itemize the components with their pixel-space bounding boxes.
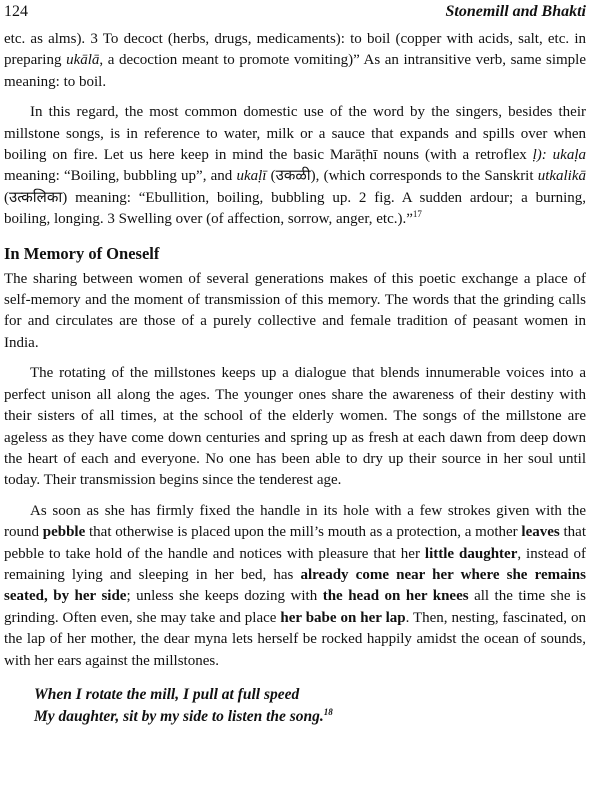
paragraph-sharing: The sharing between women of several generations makes of this poetic exchange a place of self-memory and the moment of transmission of this memory. The words that the grinding calls for and circulates are those of a purely collective and female tradition of peasant women in India. bbox=[4, 270, 586, 351]
page-header bbox=[4, 0, 586, 29]
song-verse bbox=[4, 684, 586, 728]
paragraph-continued: etc. as alms). 3 To decoct (herbs, drugs, medicaments): to boil (copper with acids, salt, etc. in preparing ukālā, a decoction meant to promote vomiting)” As an intransitive verb, same simple meaning: to boil. bbox=[4, 31, 586, 90]
term-ukala: ukālā bbox=[66, 52, 100, 69]
verse-line: When I rotate the mill, I pull at full speed bbox=[34, 685, 300, 703]
footnote-ref: 18 bbox=[323, 706, 333, 717]
paragraph-rotating: The rotating of the millstones keeps up a dialogue that blends innumerable voices into a perfect unison all along the ages. The younger ones share the awareness of their destiny with their sisters of all times, at the school of the elderly women. The songs of the millstone are ageless as they have come down centuries and spring up as fresh at each dawn from deep down the heart of each and everyone. No one has been able to dry up their source in her soul until today. Their transmission begins since the tenderest age. bbox=[4, 365, 586, 489]
verse-line: My daughter, sit by my side to listen the song.$^{18}$ bbox=[34, 706, 333, 725]
paragraph-domestic-use: In this regard, the most common domestic use of the word by the singers, besides their millstone songs, is in reference to water, milk or a sauce that expands and spills over when boiling on fire. Let us here keep in mind the basic Marāṭhī nouns (with a retroflex ḷ): ukaḷa meaning: “Boiling, bubbling up”, and ukaḷī (उकळी), (which corresponds to the Sanskrit utkalikā (उत्कलिका) meaning: “Ebullition, boiling, bubbling up. 2 fig. A sudden ardour; a burning, boiling, longing. 3 Swelling over (of affection, sorrow, anger, etc.).”$^{17}$ bbox=[4, 104, 587, 228]
page-number: 124 bbox=[4, 3, 28, 20]
paragraph-mother: As soon as she has firmly fixed the handle in its hole with a few strokes given with the round pebble that otherwise is placed upon the mill’s mouth as a protection, a mother leaves that pebble to take hold of the handle and notices with pleasure that her little daughter, instead of remaining lying and sleeping in her bed, has already come near her where she remains seated, by her side; unless she keeps dozing with the head on her knees all the time she is grinding. Often even, she may take and place her babe on her lap. Then, nesting, fascinated, on the lap of her mother, the dear myna lets herself be rocked happily amidst the ocean of sounds, with her ears against the millstones. bbox=[4, 502, 587, 669]
footnote-ref: 17 bbox=[412, 209, 422, 220]
section-heading: In Memory of Oneself bbox=[4, 243, 160, 263]
running-title: Stonemill and Bhakti bbox=[445, 3, 586, 20]
